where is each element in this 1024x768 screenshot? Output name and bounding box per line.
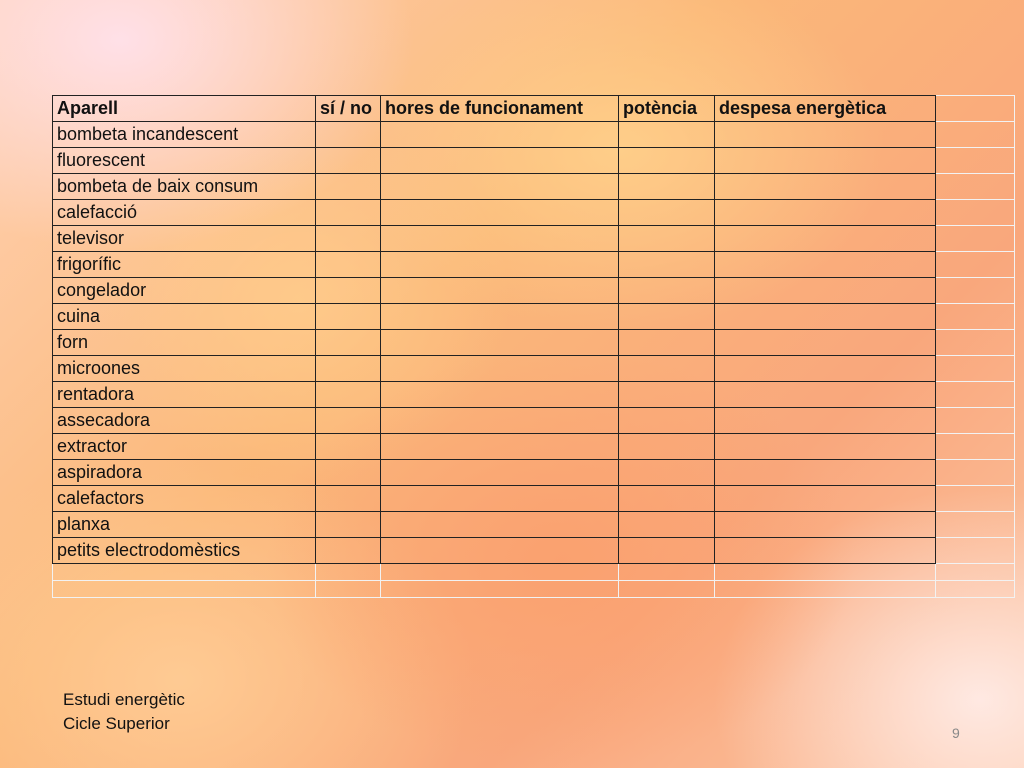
blank-cell [715, 512, 936, 538]
table-row [53, 382, 1015, 408]
table-row [53, 226, 1015, 252]
blank-cell [316, 278, 381, 304]
appliance-name: microones [53, 356, 316, 382]
blank-cell [715, 408, 936, 434]
extra-cell [936, 200, 1015, 226]
slide-footer [63, 688, 185, 736]
table-row [53, 304, 1015, 330]
appliance-name: frigorífic [53, 252, 316, 278]
blank-cell [619, 226, 715, 252]
blank-cell [715, 200, 936, 226]
blank-cell [381, 486, 619, 512]
appliance-name: calefacció [53, 200, 316, 226]
extra-cell [381, 581, 619, 598]
table-row [53, 330, 1015, 356]
appliance-name: bombeta de baix consum [53, 174, 316, 200]
blank-cell [381, 330, 619, 356]
extra-cell [936, 408, 1015, 434]
extra-cell [936, 148, 1015, 174]
appliance-name: cuina [53, 304, 316, 330]
extra-cell [936, 278, 1015, 304]
table-row [53, 148, 1015, 174]
column-header: potència [619, 96, 715, 122]
extra-cell [936, 96, 1015, 122]
blank-cell [619, 460, 715, 486]
extra-cell [936, 174, 1015, 200]
blank-cell [316, 356, 381, 382]
blank-cell [316, 382, 381, 408]
blank-cell [316, 200, 381, 226]
blank-cell [619, 434, 715, 460]
extra-cell [936, 356, 1015, 382]
blank-cell [715, 122, 936, 148]
blank-cell [619, 512, 715, 538]
footer-title: Estudi energètic [63, 690, 185, 709]
blank-cell [316, 252, 381, 278]
blank-cell [619, 486, 715, 512]
extra-cell [619, 581, 715, 598]
appliance-name: televisor [53, 226, 316, 252]
extra-cell [53, 581, 316, 598]
blank-cell [381, 460, 619, 486]
table-row [53, 434, 1015, 460]
blank-cell [381, 278, 619, 304]
table-row [53, 486, 1015, 512]
empty-row [53, 564, 1015, 581]
blank-cell [715, 382, 936, 408]
blank-cell [316, 408, 381, 434]
blank-cell [715, 434, 936, 460]
blank-cell [381, 538, 619, 564]
blank-cell [381, 512, 619, 538]
appliance-name: calefactors [53, 486, 316, 512]
appliance-name: assecadora [53, 408, 316, 434]
extra-cell [936, 538, 1015, 564]
column-header: Aparell [53, 96, 316, 122]
blank-cell [316, 122, 381, 148]
blank-cell [316, 486, 381, 512]
appliance-name: petits electrodomèstics [53, 538, 316, 564]
appliance-name: forn [53, 330, 316, 356]
appliance-name: extractor [53, 434, 316, 460]
blank-cell [715, 278, 936, 304]
blank-cell [715, 538, 936, 564]
blank-cell [619, 200, 715, 226]
blank-cell [316, 304, 381, 330]
table-row [53, 122, 1015, 148]
appliance-name: rentadora [53, 382, 316, 408]
extra-cell [936, 252, 1015, 278]
blank-cell [381, 408, 619, 434]
extra-cell [936, 564, 1015, 581]
blank-cell [316, 148, 381, 174]
blank-cell [715, 148, 936, 174]
extra-cell [715, 564, 936, 581]
table-row [53, 200, 1015, 226]
appliance-name: fluorescent [53, 148, 316, 174]
blank-cell [715, 356, 936, 382]
extra-cell [316, 564, 381, 581]
extra-cell [936, 122, 1015, 148]
blank-cell [381, 148, 619, 174]
blank-cell [619, 408, 715, 434]
blank-cell [619, 278, 715, 304]
blank-cell [619, 538, 715, 564]
table-header-row [53, 96, 1015, 122]
appliance-energy-table [52, 95, 1015, 598]
blank-cell [316, 174, 381, 200]
extra-cell [381, 564, 619, 581]
blank-cell [619, 174, 715, 200]
appliance-name: aspiradora [53, 460, 316, 486]
blank-cell [316, 434, 381, 460]
blank-cell [715, 486, 936, 512]
extra-cell [936, 486, 1015, 512]
extra-cell [936, 226, 1015, 252]
blank-cell [619, 252, 715, 278]
footer-subtitle: Cicle Superior [63, 714, 170, 733]
blank-cell [715, 252, 936, 278]
blank-cell [381, 382, 619, 408]
extra-cell [316, 581, 381, 598]
column-header: hores de funcionament [381, 96, 619, 122]
extra-cell [619, 564, 715, 581]
table-row [53, 252, 1015, 278]
blank-cell [316, 226, 381, 252]
blank-cell [619, 382, 715, 408]
table-row [53, 460, 1015, 486]
blank-cell [715, 226, 936, 252]
blank-cell [619, 356, 715, 382]
extra-cell [53, 564, 316, 581]
table-row [53, 538, 1015, 564]
column-header: sí / no [316, 96, 381, 122]
blank-cell [381, 434, 619, 460]
blank-cell [619, 148, 715, 174]
page-number: 9 [952, 725, 960, 741]
empty-row [53, 581, 1015, 598]
extra-cell [715, 581, 936, 598]
appliance-name: congelador [53, 278, 316, 304]
extra-cell [936, 581, 1015, 598]
blank-cell [715, 460, 936, 486]
column-header: despesa energètica [715, 96, 936, 122]
extra-cell [936, 434, 1015, 460]
appliance-name: planxa [53, 512, 316, 538]
blank-cell [715, 330, 936, 356]
blank-cell [715, 304, 936, 330]
blank-cell [316, 460, 381, 486]
blank-cell [619, 122, 715, 148]
table-row [53, 278, 1015, 304]
blank-cell [381, 122, 619, 148]
blank-cell [381, 252, 619, 278]
extra-cell [936, 330, 1015, 356]
blank-cell [381, 226, 619, 252]
extra-cell [936, 382, 1015, 408]
table-row [53, 356, 1015, 382]
blank-cell [619, 330, 715, 356]
blank-cell [619, 304, 715, 330]
blank-cell [381, 356, 619, 382]
extra-cell [936, 460, 1015, 486]
extra-cell [936, 304, 1015, 330]
blank-cell [316, 538, 381, 564]
blank-cell [381, 200, 619, 226]
extra-cell [936, 512, 1015, 538]
blank-cell [381, 304, 619, 330]
blank-cell [316, 512, 381, 538]
table-row [53, 174, 1015, 200]
table-row [53, 408, 1015, 434]
table-row [53, 512, 1015, 538]
blank-cell [316, 330, 381, 356]
blank-cell [381, 174, 619, 200]
appliance-name: bombeta incandescent [53, 122, 316, 148]
blank-cell [715, 174, 936, 200]
